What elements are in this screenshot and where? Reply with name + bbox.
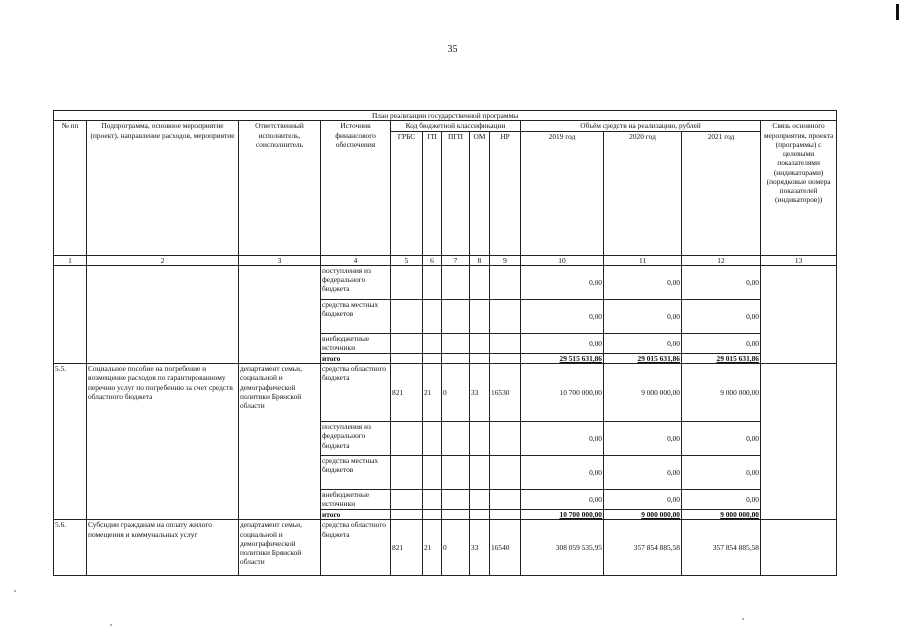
item-name: Социальное пособие на погребение и возмещение расходов по гарантированному перечню услуг по погребению за счет средств областного бюджета: [87, 364, 239, 520]
value-2019: 0,00: [521, 456, 604, 490]
table-row: [54, 364, 837, 422]
value-2020: 0,00: [604, 333, 682, 353]
empty-cell: [761, 520, 837, 576]
col-number: 6: [423, 255, 442, 265]
value-2020: 0,00: [604, 422, 682, 456]
source-cell: средства местных бюджетов: [321, 456, 391, 490]
source-cell: средства областного бюджета: [321, 520, 391, 576]
value-2020: 9 000 000,00: [604, 364, 682, 422]
header-2019: 2019 год: [521, 131, 604, 255]
empty-cell: [761, 265, 837, 363]
source-cell: итого: [321, 510, 391, 520]
value-2020: 0,00: [604, 456, 682, 490]
scan-speck: [14, 590, 16, 592]
value-2019: 0,00: [521, 422, 604, 456]
value-2020: 0,00: [604, 490, 682, 510]
total-2020: 29 015 631,86: [604, 353, 682, 363]
col-number: 7: [442, 255, 470, 265]
col-number: 4: [321, 255, 391, 265]
header-pgp: ПГП: [442, 131, 470, 255]
value-2021: 0,00: [682, 333, 761, 353]
source-cell: средства областного бюджета: [321, 364, 391, 422]
source-cell: итого: [321, 353, 391, 363]
table-title: План реализации государственной программы: [54, 111, 837, 121]
header-np: НР: [490, 131, 521, 255]
source-cell: внебюджетные источники: [321, 333, 391, 353]
pgp-cell: 0: [442, 520, 470, 576]
value-2019: 0,00: [521, 490, 604, 510]
empty-cell: [87, 265, 239, 363]
np-cell: 16540: [490, 520, 521, 576]
table-row: [54, 265, 837, 299]
om-cell: 33: [470, 364, 490, 422]
source-cell: внебюджетные источники: [321, 490, 391, 510]
item-number: 5.6.: [54, 520, 87, 576]
source-cell: средства местных бюджетов: [321, 299, 391, 333]
source-cell: поступления из федерального бюджета: [321, 265, 391, 299]
item-executor: департамент семьи, социальной и демографической политики Брянской области: [239, 364, 321, 520]
empty-cell: [239, 265, 321, 363]
value-2019: 0,00: [521, 299, 604, 333]
header-link: Связь основного мероприятия, проекта (программы) с целевыми показателями (индикаторами) (порядковые номера показателей (индикаторов)): [761, 121, 837, 255]
scan-speck: [110, 624, 112, 626]
col-number: 8: [470, 255, 490, 265]
value-2021: 0,00: [682, 490, 761, 510]
om-cell: 33: [470, 520, 490, 576]
total-2021: 29 015 631,86: [682, 353, 761, 363]
value-2020: 0,00: [604, 299, 682, 333]
col-number: 1: [54, 255, 87, 265]
value-2021: 0,00: [682, 265, 761, 299]
col-number: 2: [87, 255, 239, 265]
header-executor: Ответственный исполнитель, соисполнитель: [239, 121, 321, 255]
source-cell: поступления из федерального бюджета: [321, 422, 391, 456]
col-number: 13: [761, 255, 837, 265]
header-num: № пп: [54, 121, 87, 255]
value-2021: 357 854 885,58: [682, 520, 761, 576]
scan-speck: [742, 618, 744, 620]
table-row: [54, 520, 837, 576]
col-number: 10: [521, 255, 604, 265]
np-cell: 16530: [490, 364, 521, 422]
item-name: Субсидии гражданам на оплату жилого помещения и коммунальных услуг: [87, 520, 239, 576]
value-2021: 9 000 000,00: [682, 364, 761, 422]
col-number: 3: [239, 255, 321, 265]
page-number: 35: [447, 44, 458, 55]
grbs-cell: 821: [391, 520, 423, 576]
header-source: Источник финансового обеспечения: [321, 121, 391, 255]
value-2021: 0,00: [682, 299, 761, 333]
page-edge-mark: [896, 4, 899, 20]
value-2019: 0,00: [521, 265, 604, 299]
value-2020: 0,00: [604, 265, 682, 299]
total-2019: 10 700 000,00: [521, 510, 604, 520]
value-2019: 0,00: [521, 333, 604, 353]
program-plan-table: [53, 110, 837, 576]
header-budget-code: Код бюджетной классификации: [391, 121, 521, 131]
col-number: 12: [682, 255, 761, 265]
col-number: 9: [490, 255, 521, 265]
grbs-cell: 821: [391, 364, 423, 422]
value-2021: 0,00: [682, 456, 761, 490]
header-amount: Объём средств на реализацию, рублей: [521, 121, 761, 131]
gp-cell: 21: [423, 364, 442, 422]
value-2020: 357 854 885,58: [604, 520, 682, 576]
item-executor: департамент семьи, социальной и демографической политики Брянской области: [239, 520, 321, 576]
col-number: 11: [604, 255, 682, 265]
header-program: Подпрограмма, основное мероприятие (проект), направление расходов, мероприятие: [87, 121, 239, 255]
value-2019: 10 700 000,00: [521, 364, 604, 422]
empty-cell: [54, 265, 87, 363]
pgp-cell: 0: [442, 364, 470, 422]
total-2019: 29 515 631,86: [521, 353, 604, 363]
empty-cell: [761, 364, 837, 520]
total-2021: 9 000 000,00: [682, 510, 761, 520]
gp-cell: 21: [423, 520, 442, 576]
header-2021: 2021 год: [682, 131, 761, 255]
header-2020: 2020 год: [604, 131, 682, 255]
item-number: 5.5.: [54, 364, 87, 520]
total-2020: 9 000 000,00: [604, 510, 682, 520]
header-gp: ГП: [423, 131, 442, 255]
value-2019: 308 059 535,95: [521, 520, 604, 576]
value-2021: 0,00: [682, 422, 761, 456]
header-om: ОМ: [470, 131, 490, 255]
col-number: 5: [391, 255, 423, 265]
header-grbs: ГРБС: [391, 131, 423, 255]
